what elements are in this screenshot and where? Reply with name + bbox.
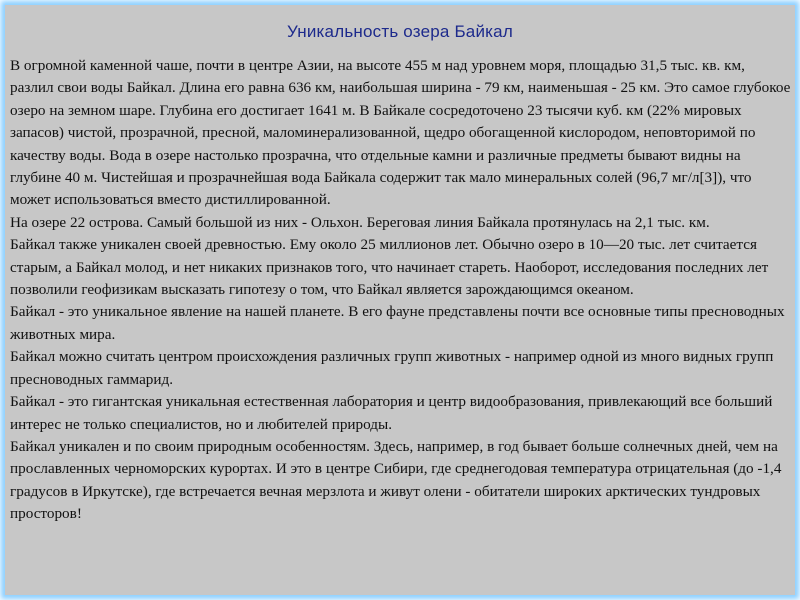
slide-body	[10, 55, 792, 526]
paragraph-origin-center: Байкал можно считать центром происхождения различных групп животных - например одной из много видных групп пресноводных гаммарид.	[10, 348, 774, 388]
paragraph-islands: На озере 22 острова. Самый большой из них - Ольхон. Береговая линия Байкала протянулась на 2,1 тыс. км.	[10, 213, 710, 231]
paragraph-climate: Байкал уникален и по своим природным особенностям. Здесь, например, в год бывает больше солнечных дней, чем на прославленных черноморских курортах. И это в центре Сибири, где среднегодовая температура отрицательная (до -1,4 градусов в Иркутске), где встречается вечная мерзлота и живут олени - обитатели широких арктических тундровых просторов!	[10, 437, 782, 523]
slide-title: Уникальность озера Байкал	[287, 22, 513, 41]
paragraph-laboratory: Байкал - это гигантская уникальная естественная лаборатория и центр видообразования, привлекающий все больший интерес не только специалистов, но и любителей природы.	[10, 393, 773, 433]
paragraph-age: Байкал также уникален своей древностью. Ему около 25 миллионов лет. Обычно озеро в 10—20 тыс. лет считается старым, а Байкал молод, и нет никаких признаков того, что начинает стареть. Наоборот, исследования последних лет позволили геофизикам высказать гипотезу о том, что Байкал является зарождающимся океаном.	[10, 236, 769, 299]
paragraph-depth-water: В огромной каменной чаше, почти в центре Азии, на высоте 455 м над уровнем моря, площадью 31,5 тыс. кв. км, разлил свои воды Байкал. Длина его равна 636 км, наибольшая ширина - 79 км, наименьшая - 25 км. Это самое глубокое озеро на земном шаре. Глубина его достигает 1641 м. В Байкале сосредоточено 23 тысячи куб. км (22% мировых запасов) чистой, прозрачной, пресной, маломинерализованной, щедро обогащенной кислородом, неповторимой по качеству воды. Вода в озере настолько прозрачна, что отдельные камни и различные предметы бывают видны на глубине 40 м. Чистейшая и прозрачнейшая вода Байкала содержит так мало минеральных солей (96,7 мг/л[3]), что может использоваться вместо дистиллированной.	[10, 57, 791, 209]
paragraph-fauna: Байкал - это уникальное явление на нашей планете. В его фауне представлены почти все основные типы пресноводных животных мира.	[10, 303, 785, 343]
